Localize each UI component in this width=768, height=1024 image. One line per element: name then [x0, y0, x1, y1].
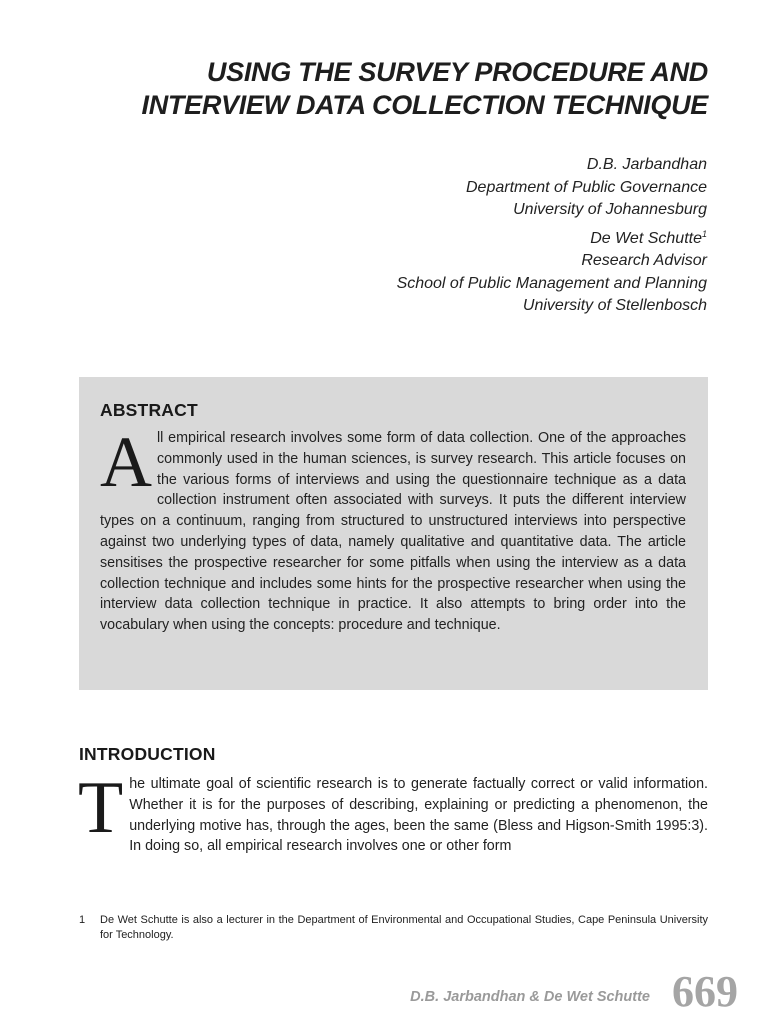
author-1-department: Department of Public Governance [465, 178, 707, 196]
author-block [207, 154, 707, 318]
abstract-dropcap: A [100, 422, 152, 502]
abstract-box [79, 377, 708, 690]
author-2-school: School of Public Management and Planning [396, 274, 707, 292]
footnote [79, 913, 708, 943]
introduction-text [78, 767, 708, 857]
page-number: 669 [672, 967, 738, 1016]
footnote-text: De Wet Schutte is also a lecturer in the Department of Environmental and Occupational Studies, Cape Peninsula University for Technology. [100, 914, 708, 941]
author-name-2-line [207, 228, 707, 251]
article-title-line-1: USING THE SURVEY PROCEDURE AND [206, 57, 708, 87]
introduction-body: he ultimate goal of scientific research is to generate factually correct or valid information. Whether it is for the purposes of describing, explaining or predicting a phenomenon, the underlying motive has, through the ages, been the same (Bless and Higson-Smith 1995:3). In doing so, all empirical research involves one or other form [129, 776, 708, 855]
running-head: D.B. Jarbandhan & De Wet Schutte [410, 989, 650, 1005]
author-1-university: University of Johannesburg [513, 201, 707, 218]
author-2-role: Research Advisor [581, 252, 707, 269]
author-2-university: University of Stellenbosch [522, 297, 707, 314]
abstract-text [100, 422, 686, 636]
author-name-2: De Wet Schutte [590, 229, 702, 247]
author-name-1: D.B. Jarbandhan [586, 156, 707, 173]
abstract-body: ll empirical research involves some form of data collection. One of the approaches commonly used in the human sciences, is survey research. This article focuses on the various forms of interviews and using the questionnaire technique as a data collection instrument often associated with surveys. It puts the different interview types on a continuum, ranging from structured to unstructured interviews into perspective against two underlying types of data, namely qualitative and quantitative data. The article sensitises the prospective researcher for some pitfalls when using the interview as a data collection technique and includes some hints for the prospective researcher when using the interview data collection technique in practice. It also attempts to bring order into the vocabulary when using the concepts: procedure and technique. [100, 430, 686, 634]
footnote-marker: 1 [701, 228, 707, 239]
footnote-number: 1 [79, 914, 86, 926]
page-footer [410, 964, 738, 1014]
article-title-line-2: INTERVIEW DATA COLLECTION TECHNIQUE [141, 90, 708, 120]
article-title [68, 56, 708, 122]
abstract-heading: ABSTRACT [100, 400, 198, 420]
introduction-dropcap: T [78, 767, 124, 849]
introduction-heading: INTRODUCTION [79, 744, 216, 764]
introduction-section [79, 744, 708, 857]
